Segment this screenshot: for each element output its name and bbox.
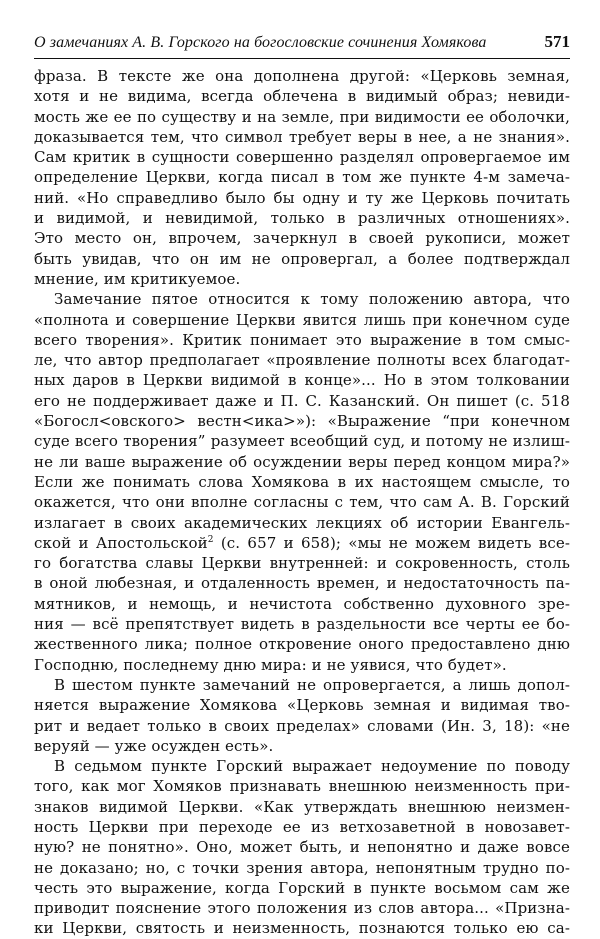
text-line: ния — всё препятствует видеть в раздельности все черты ее бо- — [34, 615, 570, 634]
text-line: приводит пояснение этого положения из слов автора... «Призна- — [34, 899, 570, 918]
text-line: не ли ваше выражение об осуждении веры перед концом мира?» — [34, 452, 570, 471]
text-line: ную? не понятно». Оно, может быть, и непонятно и даже вовсе — [34, 838, 570, 857]
book-page — [34, 32, 570, 939]
text-line: окажется, что они вполне согласны с тем, что сам А. В. Горский — [34, 493, 570, 512]
text-line: Замечание пятое относится к тому положению автора, что — [54, 290, 570, 309]
text-line: ле, что автор предполагает «проявление полноты всех благодат- — [34, 351, 570, 370]
text-line: мнение, им критикуемое. — [34, 269, 241, 288]
text-line: ных даров в Церкви видимой в конце»... Но в этом толковании — [34, 371, 570, 390]
text-line: го богатства славы Церкви внутренней: и сокровенность, столь — [34, 554, 570, 573]
paragraph-2 — [34, 289, 570, 675]
text-line: его не поддерживает даже и П. С. Казанский. Он пишет (с. 518 — [34, 391, 570, 410]
text-line: определение Церкви, когда писал в том же пункте 4-м замеча- — [34, 168, 570, 187]
text-line: доказывается тем, что символ требует веры в нее, а не знания». — [34, 127, 570, 146]
text-line: Это место он, впрочем, зачеркнул в своей рукописи, может — [34, 229, 570, 248]
text-line: Господню, последнему дню мира: и не уявися, что будет». — [34, 655, 507, 674]
text-line: Если же понимать слова Хомякова в их настоящем смысле, то — [34, 472, 570, 491]
text-line: суде всего творения” разумеет всеобщий суд, и потому не излиш- — [34, 432, 570, 451]
text-line: «Богосл<овского> вестн<ика>»): «Выражение “при конечном — [34, 412, 570, 431]
text-fragment: ской и Апостольской — [34, 533, 208, 552]
text-line: не доказано; но, с точки зрения автора, непонятным трудно по- — [34, 858, 570, 877]
text-line: В шестом пункте замечаний не опровергается, а лишь допол- — [54, 675, 570, 694]
text-line: рит и ведает только в своих пределах» словами (Ин. 3, 18): «не — [34, 716, 570, 735]
text-line: фраза. В тексте же она дополнена другой: «Церковь земная, — [34, 67, 570, 85]
text-line: того, как мог Хомяков признавать внешнюю неизменность при- — [34, 777, 570, 796]
text-line: В седьмом пункте Горский выражает недоумение по поводу — [54, 757, 570, 776]
text-line-with-footnote — [34, 533, 570, 553]
text-line: и видимой, и невидимой, только в различных отношениях». — [34, 209, 570, 228]
text-line: знаков видимой Церкви. «Как утверждать внешнюю неизмен- — [34, 797, 570, 816]
text-line: всего творения». Критик понимает это выражение в том смыс- — [34, 330, 570, 349]
text-line: «полнота и совершение Церкви явится лишь при конечном суде — [34, 310, 570, 329]
text-line: Сам критик в сущности совершенно разделял опровергаемое им — [34, 148, 570, 167]
text-line: излагает в своих академических лекциях об истории Евангель- — [34, 513, 570, 532]
text-line: жественного лика; полное откровение оного предоставлено дню — [34, 635, 570, 654]
text-line: мятников, и немощь, и нечистота собственно духовного зре- — [34, 594, 570, 613]
text-line: честь это выражение, когда Горский в пункте восьмом сам же — [34, 878, 570, 897]
text-line: мость же ее по существу и на земле, при видимости ее оболочки, — [34, 107, 570, 126]
paragraph-4 — [34, 756, 570, 939]
running-title: О замечаниях А. В. Горского на богословские сочинения Хомякова — [34, 34, 487, 51]
text-line: веруяй — уже осужден есть». — [34, 736, 274, 755]
body-text — [34, 66, 570, 939]
text-line: быть увидав, что он им не опровергал, а более подтверждал — [34, 249, 570, 268]
text-line: ний. «Но справедливо было бы одну и ту же Церковь почитать — [34, 188, 570, 207]
page-number: 571 — [544, 32, 570, 51]
paragraph-1 — [34, 66, 570, 289]
text-line: ки Церкви, святость и неизменность, познаются только ею са- — [34, 919, 570, 938]
text-fragment: (с. 657 и 658); «мы не можем видеть все- — [213, 533, 570, 552]
text-line: хотя и не видима, всегда облечена в видимый образ; невиди- — [34, 87, 570, 106]
text-line: няется выражение Хомякова «Церковь земная и видимая тво- — [34, 696, 570, 715]
text-line: ность Церкви при переходе ее из ветхозаветной в новозавет- — [34, 817, 570, 836]
running-header — [34, 32, 570, 59]
paragraph-3 — [34, 675, 570, 756]
text-line: в оной любезная, и отдаленность времен, и недостаточность па- — [34, 574, 570, 593]
footnote-mark[interactable]: 2 — [207, 534, 214, 545]
